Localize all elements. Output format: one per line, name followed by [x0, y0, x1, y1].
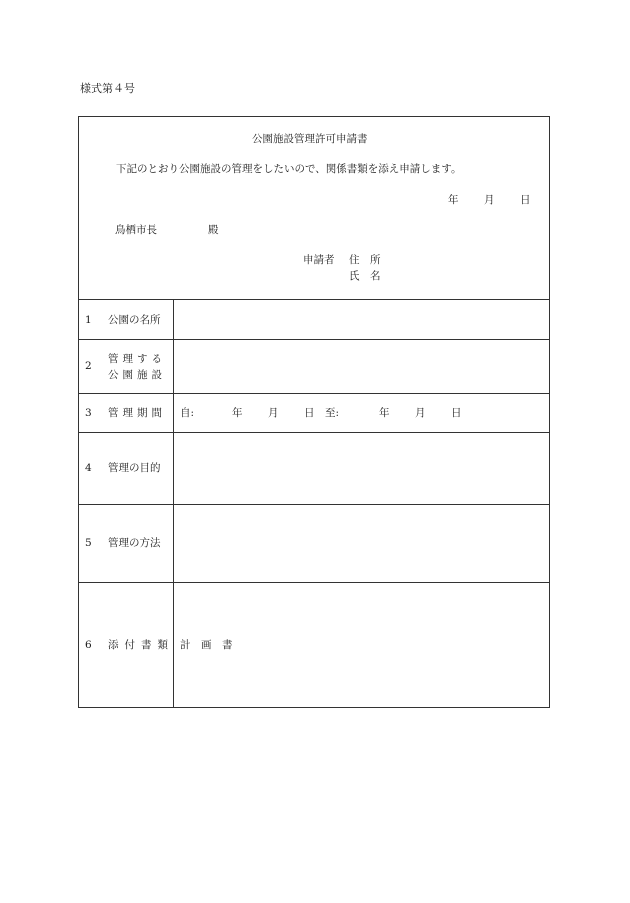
honorific-label: 殿 [208, 224, 219, 236]
period-to-month: 月 [415, 407, 426, 419]
management-purpose-label: 管理の目的 [108, 462, 161, 474]
form-number: 様式第４号 [80, 82, 135, 95]
row-divider [79, 393, 549, 394]
management-period-label: 管理期間 [108, 407, 166, 419]
managed-facility-label-line1: 管理する [108, 353, 166, 365]
row-number: 5 [85, 537, 92, 549]
attachments-value: 計 画 書 [180, 639, 233, 651]
form-intro-text: 下記のとおり公園施設の管理をしたいので、関係書類を添え申請します。 [116, 163, 462, 175]
period-from-year: 年 [232, 407, 243, 419]
period-from-month: 月 [268, 407, 279, 419]
application-form-frame [78, 116, 550, 708]
address-label: 住 所 [349, 254, 381, 266]
period-from-day: 日 [304, 407, 315, 419]
management-method-label: 管理の方法 [108, 537, 161, 549]
row-divider [79, 504, 549, 505]
row-divider [79, 432, 549, 433]
attachments-label: 添付書類 [108, 639, 174, 651]
row-number: 4 [85, 462, 92, 474]
period-to-day: 日 [451, 407, 462, 419]
table-top-border [79, 299, 549, 300]
row-number: 1 [85, 314, 92, 326]
period-from-label: 自: [180, 407, 195, 419]
applicant-label: 申請者 [303, 254, 335, 266]
date-year-label: 年 [448, 194, 459, 206]
period-to-label: 至: [325, 407, 340, 419]
row-divider [79, 582, 549, 583]
row-number: 6 [85, 639, 92, 651]
period-to-year: 年 [379, 407, 390, 419]
row-divider [79, 339, 549, 340]
addressee-label: 鳥栖市長 [115, 224, 157, 236]
park-name-label: 公園の名所 [108, 314, 161, 326]
row-number: 2 [85, 360, 92, 372]
name-label: 氏 名 [349, 270, 381, 282]
date-day-label: 日 [520, 194, 531, 206]
date-month-label: 月 [484, 194, 495, 206]
managed-facility-label-line2: 公園施設 [108, 369, 166, 381]
row-number: 3 [85, 407, 92, 419]
form-title: 公園施設管理許可申請書 [252, 133, 368, 145]
